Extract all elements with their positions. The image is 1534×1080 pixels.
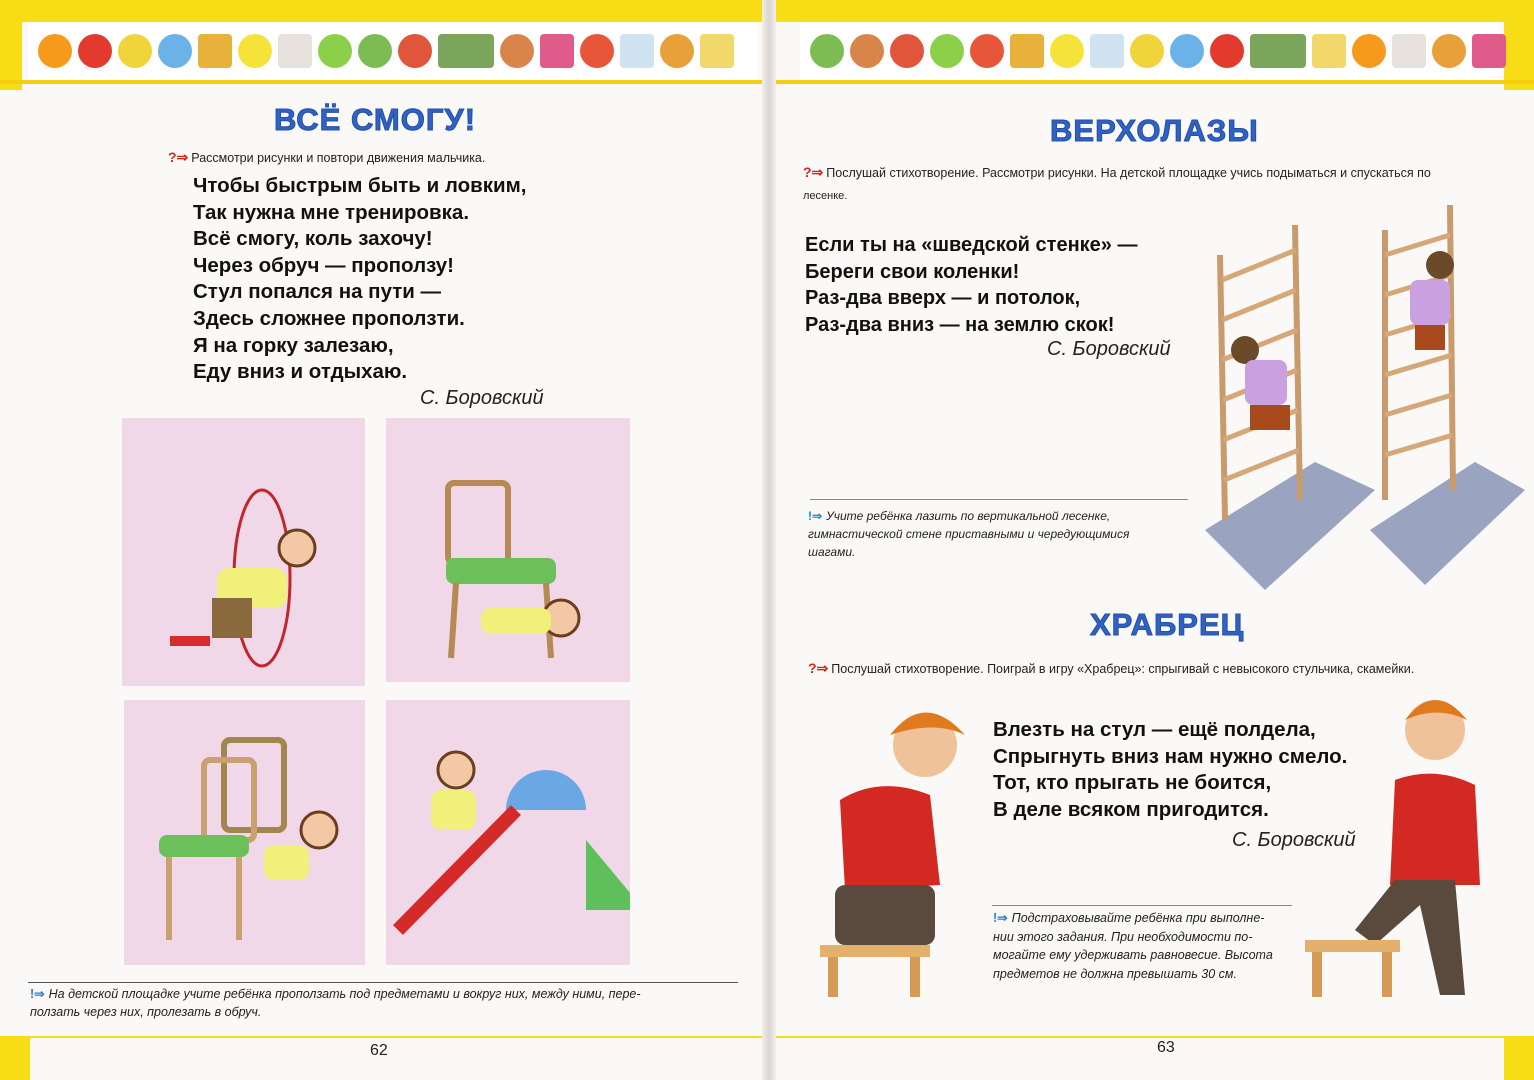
section-title-khrabrets: ХРАБРЕЦ <box>1090 607 1245 642</box>
poem-line: Всё смогу, коль захочу! <box>193 227 433 251</box>
blocks-icon <box>540 34 574 68</box>
note-line: предметов не должна превышать 30 см. <box>993 966 1237 981</box>
poem-line: Тот, кто прыгать не боится, <box>993 771 1272 795</box>
illustration-two-chairs <box>124 700 365 965</box>
decorative-icon-strip-right <box>800 22 1500 80</box>
instruction-text: Рассмотри рисунки и повтори движения мальчика. <box>191 151 486 165</box>
note-line: шагами. <box>808 545 856 559</box>
instruction <box>808 657 1414 680</box>
section-title-verkholazy: ВЕРХОЛАЗЫ <box>1050 113 1259 148</box>
divider <box>810 499 1188 500</box>
poem-line: Если ты на «шведской стенке» — <box>805 234 1138 256</box>
illustration-climbing-wall <box>1195 200 1525 595</box>
exclamation-arrow-icon: !⇒ <box>808 509 823 523</box>
note-line: нии этого задания. При необходимости по- <box>993 929 1253 944</box>
illustration-boy-on-stool <box>800 700 985 1005</box>
exclamation-arrow-icon: !⇒ <box>30 987 45 1001</box>
poem-author: С. Боровский <box>1047 338 1171 360</box>
left-frame <box>0 0 22 90</box>
ball-icon <box>580 34 614 68</box>
question-arrow-icon: ?⇒ <box>803 164 824 180</box>
poem-author: С. Боровский <box>420 387 544 409</box>
apple-icon <box>78 34 112 68</box>
poem-line: Береги свои коленки! <box>805 260 1020 283</box>
apple-icon <box>1210 34 1244 68</box>
illustration-hoop <box>122 418 365 686</box>
exclamation-arrow-icon: !⇒ <box>993 911 1008 925</box>
note-line: гимнастической стене приставными и чередующимися <box>808 527 1130 541</box>
parent-note <box>30 985 740 1021</box>
page-number: 63 <box>1157 1039 1175 1056</box>
picture-card-icon <box>620 34 654 68</box>
instruction-text: лесенке. <box>803 190 848 202</box>
poem-line: Стул попался на пути — <box>193 280 442 304</box>
blocks-icon <box>1472 34 1506 68</box>
orange-icon <box>38 34 72 68</box>
page-number: 62 <box>370 1042 388 1059</box>
drum-icon <box>500 34 534 68</box>
picture-card-icon <box>1090 34 1124 68</box>
poem-line: Чтобы быстрым быть и ловким, <box>193 174 527 197</box>
decorative-icon-strip-left <box>28 22 758 80</box>
lemon-icon <box>1050 34 1084 68</box>
drum-icon <box>850 34 884 68</box>
poem-line: Влезть на стул — ещё полдела, <box>993 718 1316 741</box>
poem-line: Здесь сложнее проползти. <box>193 306 465 330</box>
cheese-icon <box>1312 34 1346 68</box>
parent-note <box>993 909 1293 983</box>
tulip-icon <box>398 34 432 68</box>
poem <box>805 232 1137 338</box>
poem-line: Раз-два вверх — и потолок, <box>805 287 1081 310</box>
poem-line: Я на горку залезаю, <box>193 333 394 357</box>
lemon-icon <box>238 34 272 68</box>
toy-house-icon <box>198 34 232 68</box>
right-frame <box>1504 0 1534 90</box>
question-arrow-icon: ?⇒ <box>808 660 829 676</box>
tulip-icon <box>890 34 924 68</box>
clock-icon <box>278 34 312 68</box>
parent-note <box>808 507 1198 561</box>
note-line: могайте ему удерживать равновесие. Высота <box>993 948 1273 962</box>
instruction-text: Послушай стихотворение. Рассмотри рисунки. На детской площадке учись подыматься и спускаться по <box>826 166 1431 180</box>
clock-icon <box>1392 34 1426 68</box>
divider <box>28 982 738 983</box>
pyramid-toy-icon <box>660 34 694 68</box>
pyramid-toy-icon <box>1432 34 1466 68</box>
poem <box>993 717 1347 823</box>
pear-icon <box>118 34 152 68</box>
note-line: ползать через них, пролезать в обруч. <box>30 1005 262 1019</box>
pear-icon <box>1130 34 1164 68</box>
green-apple-icon <box>318 34 352 68</box>
page-title: ВСЁ СМОГУ! <box>274 102 477 137</box>
note-line: Учите ребёнка лазить по вертикальной лесенке, <box>826 509 1111 523</box>
cucumber-icon <box>358 34 392 68</box>
poem-line: Еду вниз и отдыхаю. <box>193 360 408 384</box>
book-gutter <box>762 0 776 1080</box>
illustration-slide <box>386 700 630 965</box>
toy-truck-icon <box>438 34 494 68</box>
toy-truck-icon <box>1250 34 1306 68</box>
poem <box>193 173 526 386</box>
illustration-boy-stepping-off-stool <box>1300 685 1510 1005</box>
poem-line: Через обруч — проползу! <box>193 253 454 277</box>
illustration-chair <box>386 418 630 682</box>
divider <box>992 905 1292 906</box>
cheese-icon <box>700 34 734 68</box>
question-arrow-icon: ?⇒ <box>168 149 189 165</box>
poem-line: Спрыгнуть вниз нам нужно смело. <box>993 744 1348 768</box>
poem-line: Так нужна мне тренировка. <box>193 200 470 224</box>
orange-icon <box>1352 34 1386 68</box>
poem-author: С. Боровский <box>1232 829 1356 851</box>
poem-line: В деле всяком пригодится. <box>993 797 1269 821</box>
cucumber-icon <box>810 34 844 68</box>
note-line: Подстраховывайте ребёнка при выполне- <box>1011 911 1265 925</box>
poem-line: Раз-два вниз — на землю скок! <box>805 313 1115 336</box>
umbrella-icon <box>158 34 192 68</box>
green-apple-icon <box>930 34 964 68</box>
instruction-text: Послушай стихотворение. Поиграй в игру «Храбрец»: спрыгивай с невысокого стульчика, скамейки. <box>831 662 1415 676</box>
toy-house-icon <box>1010 34 1044 68</box>
umbrella-icon <box>1170 34 1204 68</box>
instruction <box>168 146 485 169</box>
ball-icon <box>970 34 1004 68</box>
note-line: На детской площадке учите ребёнка проползать под предметами и вокруг них, между ними, пере- <box>48 987 641 1001</box>
